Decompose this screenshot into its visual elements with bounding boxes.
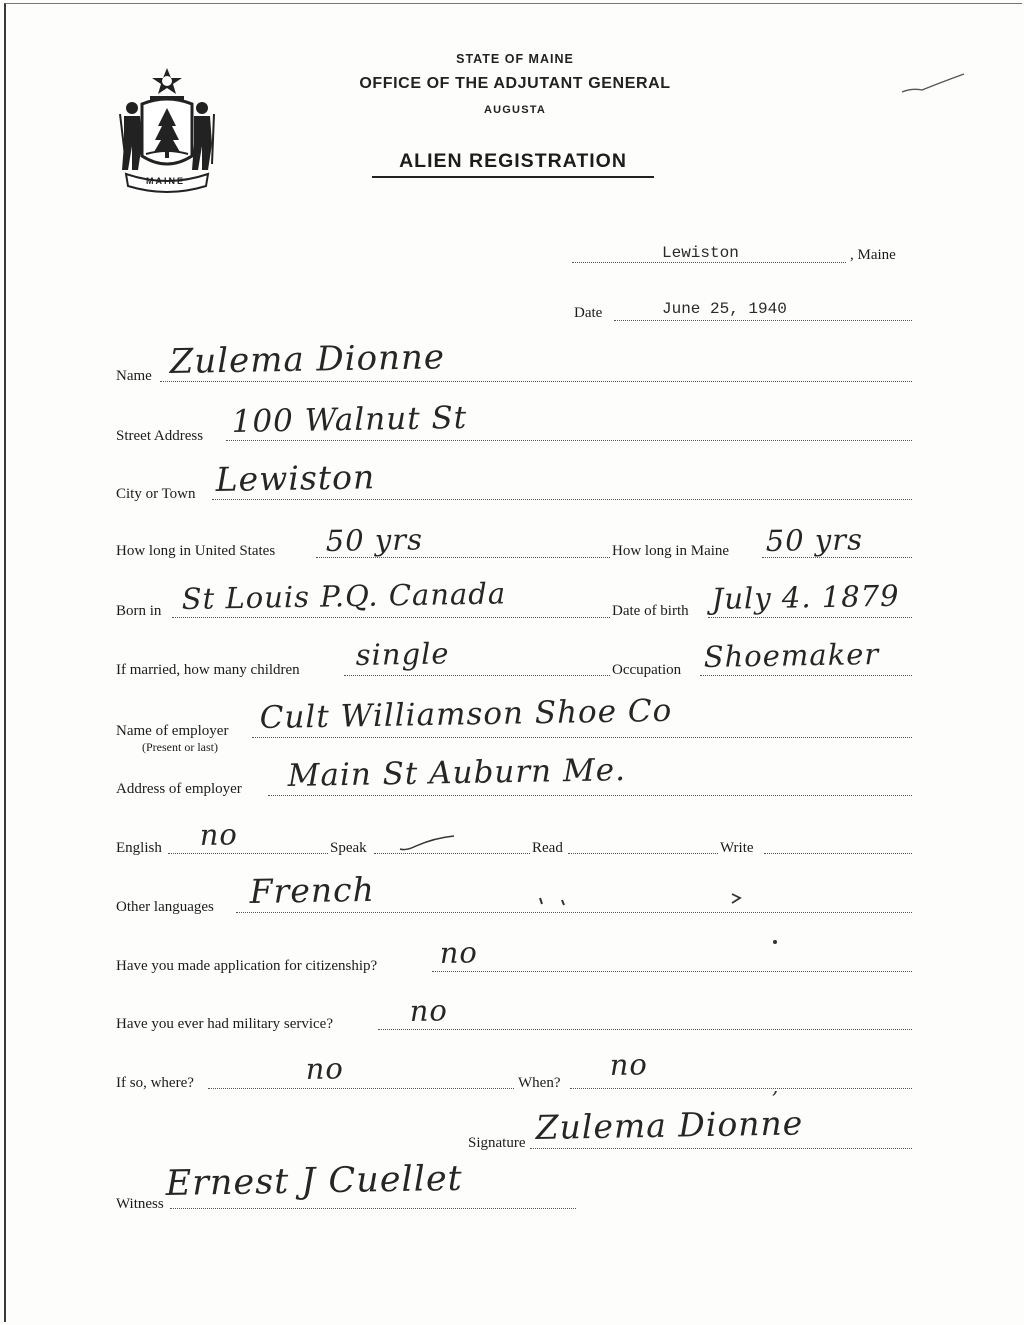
place-suffix: , Maine — [850, 247, 896, 263]
employer-label: Name of employer — [116, 723, 229, 739]
signature-value: Zulema Dionne — [535, 1103, 804, 1147]
name-value: Zulema Dionne — [169, 337, 446, 382]
other-languages-line — [236, 912, 912, 913]
city-heading: AUGUSTA — [484, 104, 546, 116]
dob-label: Date of birth — [612, 603, 689, 619]
date-label: Date — [574, 305, 603, 321]
form-title: ALIEN REGISTRATION — [372, 150, 654, 178]
maine-seal-icon — [112, 64, 222, 194]
date-line — [614, 320, 912, 321]
witness-label: Witness — [116, 1196, 164, 1212]
witness-line — [170, 1208, 576, 1209]
born-in-line — [172, 617, 610, 618]
employer-address-line — [268, 795, 912, 796]
speak-check-icon — [396, 834, 458, 854]
citizenship-line — [432, 971, 912, 972]
citizenship-value: no — [439, 935, 479, 970]
military-label: Have you ever had military service? — [116, 1016, 333, 1032]
employer-sublabel: (Present or last) — [142, 740, 218, 754]
children-line — [344, 675, 610, 676]
children-label: If married, how many children — [116, 662, 300, 678]
where-value: no — [305, 1051, 345, 1086]
name-label: Name — [116, 368, 152, 384]
speak-label: Speak — [330, 840, 367, 856]
employer-line — [252, 737, 912, 738]
ink-dot — [773, 940, 777, 944]
occupation-value: Shoemaker — [703, 636, 880, 674]
write-label: Write — [720, 840, 754, 856]
seal-banner-text: MAINE — [146, 176, 185, 186]
us-years-label: How long in United States — [116, 543, 276, 559]
name-line — [160, 381, 912, 382]
read-line — [568, 853, 718, 854]
other-languages-label: Other languages — [116, 899, 214, 915]
occupation-label: Occupation — [612, 662, 682, 678]
citizenship-label: Have you made application for citizenship? — [116, 958, 378, 974]
employer-address-label: Address of employer — [116, 781, 242, 797]
street-line — [226, 440, 912, 441]
occupation-line — [700, 675, 912, 676]
military-line — [378, 1029, 912, 1030]
english-label: English — [116, 840, 162, 856]
street-value: 100 Walnut St — [231, 399, 468, 440]
maine-years-label: How long in Maine — [612, 543, 730, 559]
place-line — [572, 262, 846, 263]
maine-years-value: 50 yrs — [765, 522, 864, 558]
date-value: June 25, 1940 — [662, 300, 787, 318]
check-mark-icon — [898, 70, 968, 100]
signature-line — [530, 1148, 912, 1149]
witness-value: Ernest J Cuellet — [165, 1158, 464, 1204]
other-languages-value: French — [249, 869, 376, 911]
where-label: If so, where? — [116, 1075, 194, 1091]
when-line — [570, 1088, 912, 1089]
city-value: Lewiston — [215, 457, 376, 499]
us-years-value: 50 yrs — [325, 522, 424, 558]
write-line — [764, 853, 912, 854]
place-value: Lewiston — [662, 244, 739, 262]
born-in-label: Born in — [116, 603, 162, 619]
state-heading: STATE OF MAINE — [456, 52, 574, 66]
english-value: no — [199, 817, 239, 852]
signature-label: Signature — [468, 1135, 526, 1151]
office-heading: OFFICE OF THE ADJUTANT GENERAL — [359, 75, 671, 92]
when-value: no — [609, 1047, 649, 1082]
employer-value: Cult Williamson Shoe Co — [259, 692, 673, 736]
read-label: Read — [532, 840, 563, 856]
children-value: single — [355, 636, 450, 672]
ink-mark: , — [772, 1074, 779, 1098]
when-label: When? — [518, 1075, 561, 1091]
english-line — [168, 853, 328, 854]
military-value: no — [409, 993, 449, 1028]
city-line — [212, 499, 912, 500]
ditto-marks-icon — [536, 890, 776, 910]
dob-value: July 4. 1879 — [711, 578, 900, 616]
where-line — [208, 1088, 514, 1089]
born-in-value: St Louis P.Q. Canada — [181, 576, 507, 616]
street-label: Street Address — [116, 428, 204, 444]
city-label: City or Town — [116, 486, 196, 502]
employer-address-value: Main St Auburn Me. — [287, 752, 627, 794]
dob-line — [708, 617, 912, 618]
